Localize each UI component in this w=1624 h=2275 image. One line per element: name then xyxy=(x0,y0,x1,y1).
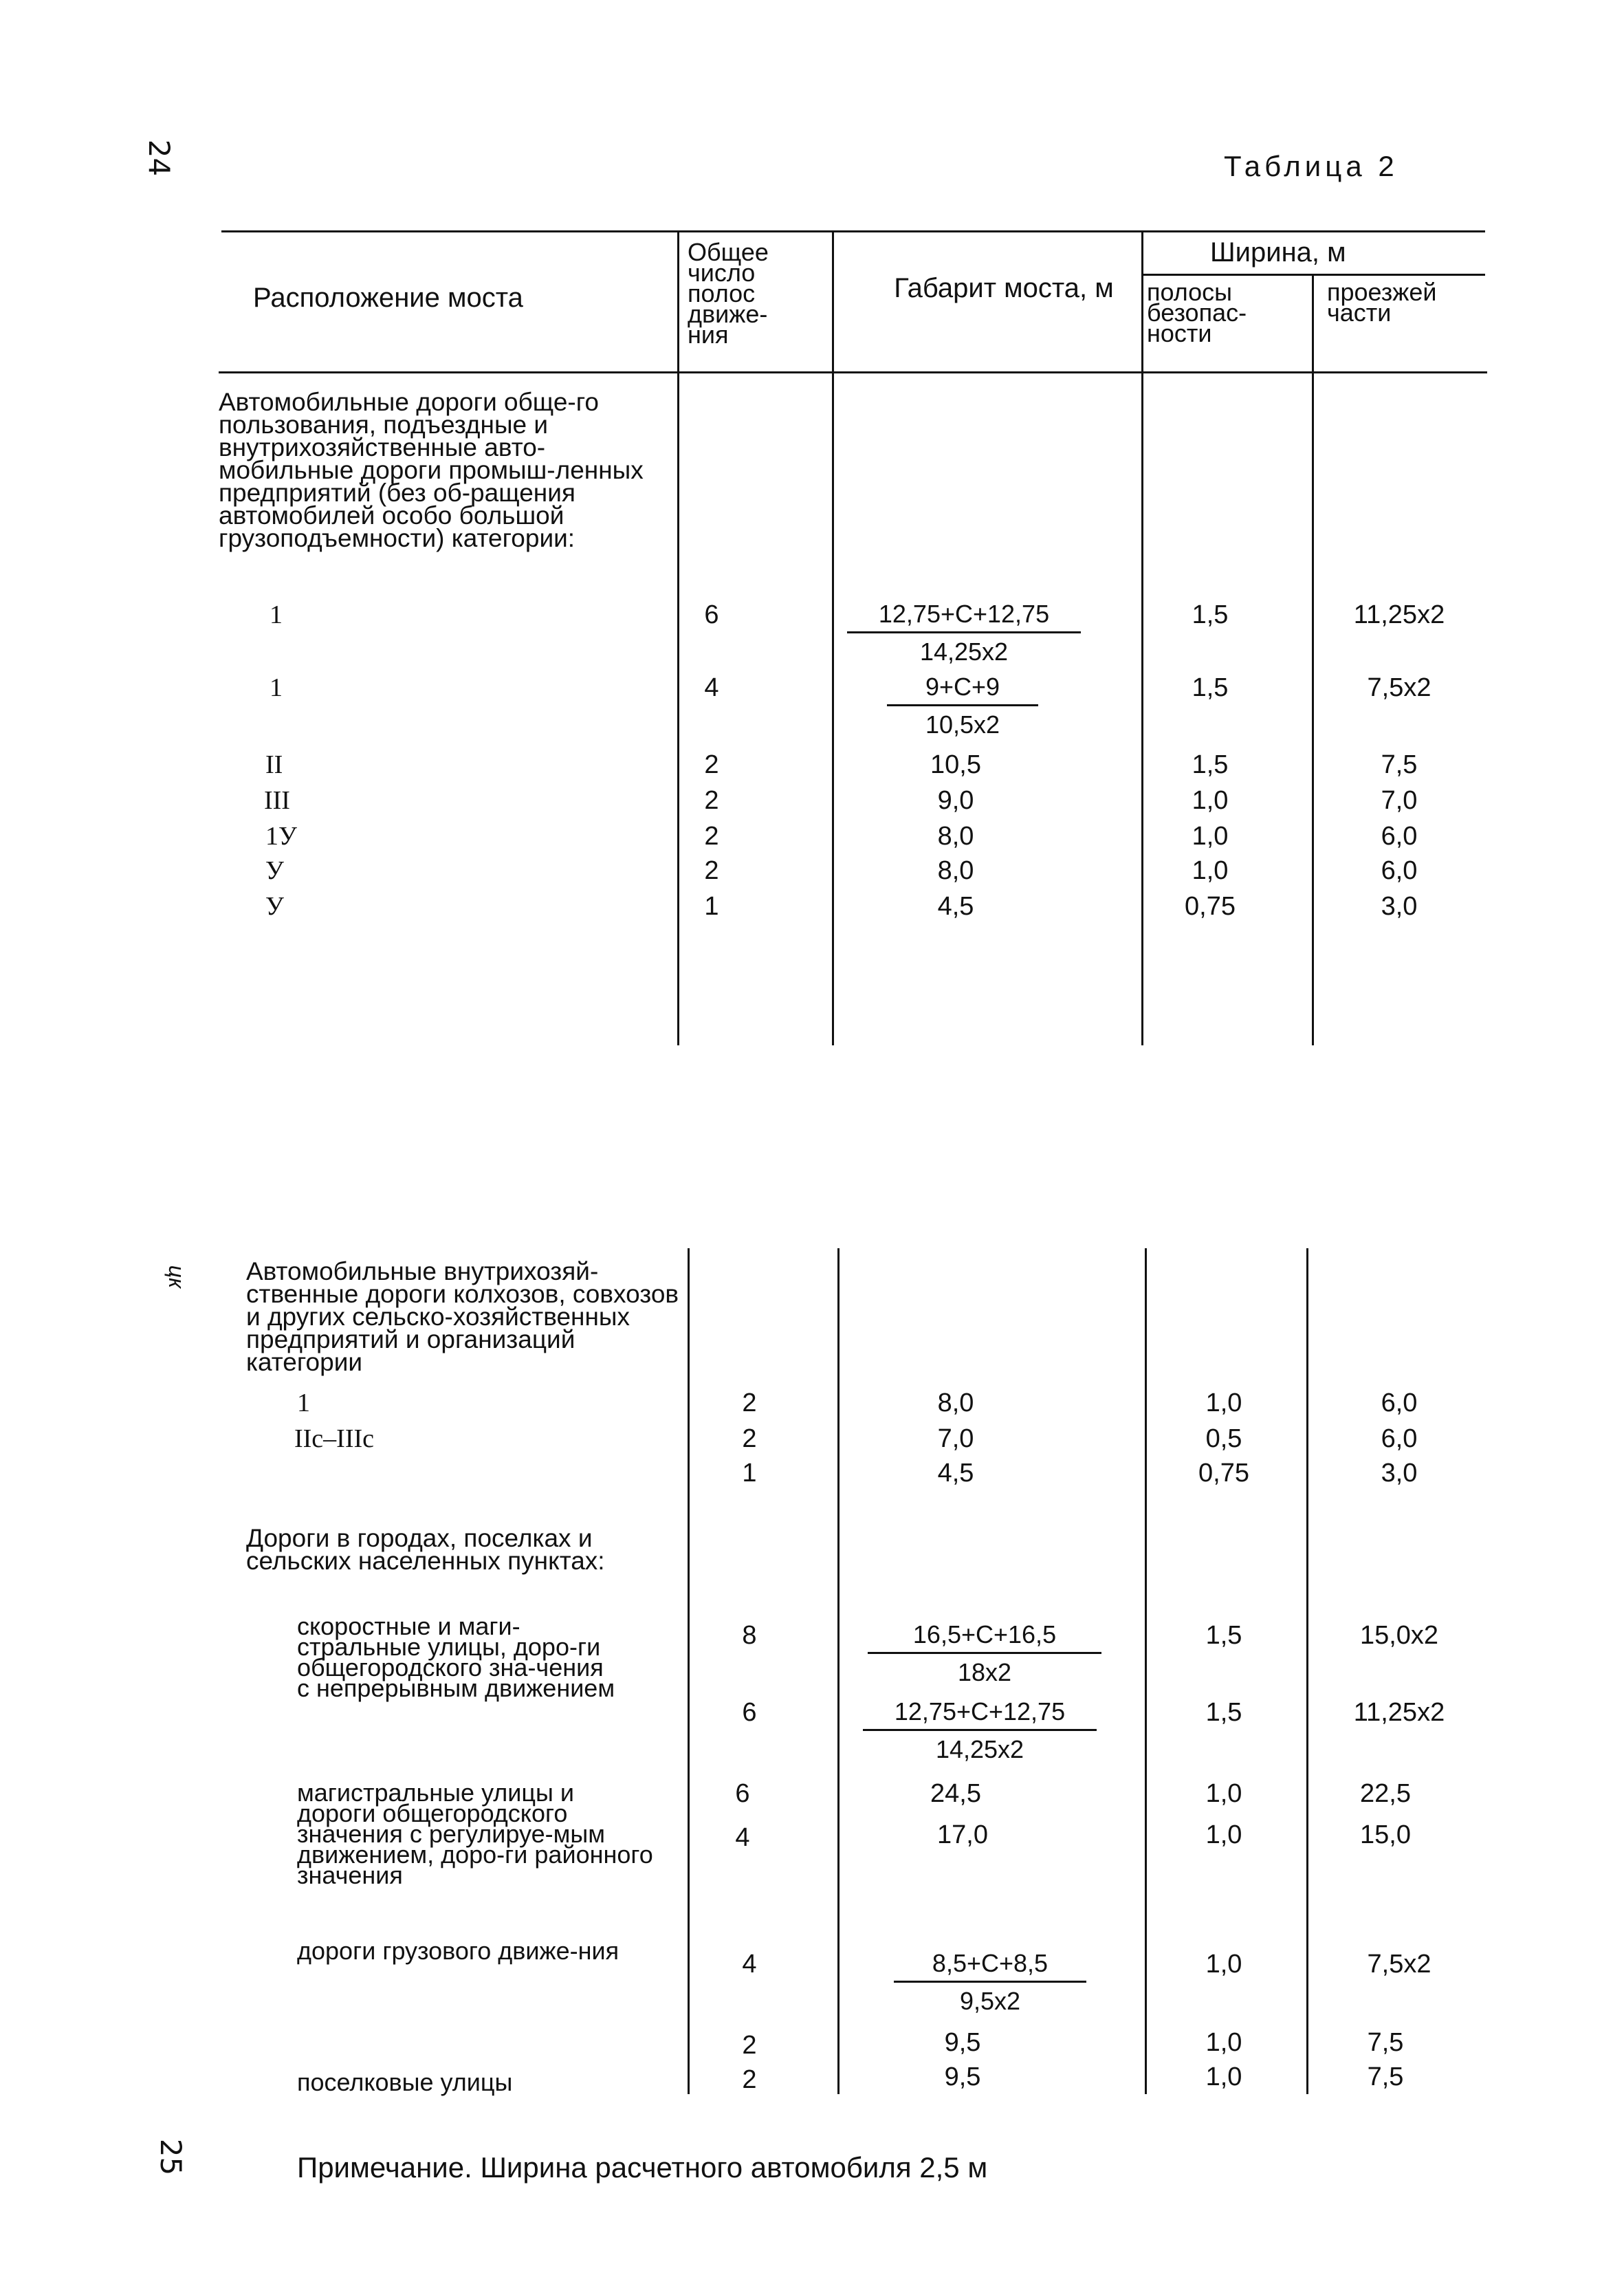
section3-sub3: дороги грузового движе-ния xyxy=(297,1937,619,1965)
s1-row1-gab-top: 12,75+С+12,75 xyxy=(847,600,1081,633)
margin-mark: цк xyxy=(164,1265,190,1289)
s3-sub2-row2-lanes: 4 xyxy=(735,1823,750,1852)
s3-sub1-row2-gabarit xyxy=(863,1697,1097,1764)
s3-sub3-row2-lanes: 2 xyxy=(742,2031,757,2060)
s3-sub1-row2-gab-bot: 14,25х2 xyxy=(935,1735,1024,1763)
table-top-rule xyxy=(221,230,1485,232)
s3-sub3-row1-gab-bot: 9,5х2 xyxy=(959,1987,1021,2015)
s1-row2-gab-top: 9+С+9 xyxy=(887,673,1038,706)
col-divider-3 xyxy=(1141,230,1143,1045)
s3-sub1-row1-lanes: 8 xyxy=(742,1621,757,1650)
s3-sub1-row1-gab-top: 16,5+С+16,5 xyxy=(868,1620,1101,1654)
s1-row4-lanes: 2 xyxy=(704,786,719,815)
section3-title: Дороги в городах, поселках и сельских населенных пунктах: xyxy=(246,1524,605,1575)
s3-sub3-row1-gab-top: 8,5+С+8,5 xyxy=(894,1949,1086,1983)
s3-sub3-row2-carriage: 7,5 xyxy=(1367,2028,1404,2057)
s1-row2-safety: 1,5 xyxy=(1192,673,1229,702)
header-safety: полосы безопас-ности xyxy=(1147,278,1247,347)
s3-sub4-row1-gabarit: 9,5 xyxy=(944,2062,981,2091)
col-divider-4 xyxy=(1312,274,1314,1045)
s3-sub4-row1-lanes: 2 xyxy=(742,2065,757,2094)
s1-row1-gabarit xyxy=(847,600,1081,666)
s3-sub2-row1-safety: 1,0 xyxy=(1205,1779,1242,1808)
s1-row4-safety: 1,0 xyxy=(1192,786,1229,815)
s1-row2-carriage: 7,5х2 xyxy=(1367,673,1431,702)
s1-row1-lanes: 6 xyxy=(704,600,719,629)
s1-row4-gabarit: 9,0 xyxy=(937,786,974,815)
s3-sub2-row2-carriage: 15,0 xyxy=(1360,1820,1411,1849)
s1-row7-cat: У xyxy=(265,892,284,921)
s3-sub4-row1-carriage: 7,5 xyxy=(1367,2062,1404,2091)
header-lanes: Общее число полос движе-ния xyxy=(688,238,769,349)
s3-sub2-row1-lanes: 6 xyxy=(735,1779,750,1808)
s3-sub3-row2-safety: 1,0 xyxy=(1205,2028,1242,2057)
s1-row6-carriage: 6,0 xyxy=(1381,856,1418,885)
page-number-bottom: 25 xyxy=(154,2138,188,2176)
s1-row6-safety: 1,0 xyxy=(1192,856,1229,885)
s2-row2-gabarit: 7,0 xyxy=(937,1424,974,1453)
s1-row1-carriage: 11,25х2 xyxy=(1353,600,1445,629)
s2-row3-carriage: 3,0 xyxy=(1381,1459,1418,1488)
s3-sub2-row2-gabarit: 17,0 xyxy=(937,1820,988,1849)
s3-sub1-row1-safety: 1,5 xyxy=(1205,1621,1242,1650)
s1-row7-gabarit: 4,5 xyxy=(937,892,974,921)
b-col-divider-2 xyxy=(837,1248,840,2094)
b-col-divider-1 xyxy=(688,1248,690,2094)
s1-row4-carriage: 7,0 xyxy=(1381,786,1418,815)
s2-row1-safety: 1,0 xyxy=(1205,1389,1242,1417)
s2-row1-lanes: 2 xyxy=(742,1389,757,1417)
s1-row1-safety: 1,5 xyxy=(1192,600,1229,629)
s2-row1-cat: 1 xyxy=(297,1389,310,1417)
s2-row2-safety: 0,5 xyxy=(1205,1424,1242,1453)
section3-sub1: скоростные и маги-стральные улицы, доро-ги общегородского зна-чения с непрерывным движением xyxy=(297,1612,615,1702)
header-width: Ширина, м xyxy=(1210,237,1346,268)
s3-sub2-row1-carriage: 22,5 xyxy=(1360,1779,1411,1808)
header-bottom-rule xyxy=(219,371,1487,373)
s3-sub1-row2-lanes: 6 xyxy=(742,1698,757,1727)
s2-row1-carriage: 6,0 xyxy=(1381,1389,1418,1417)
s3-sub1-row1-gabarit xyxy=(868,1620,1101,1687)
s1-row3-cat: II xyxy=(265,750,283,779)
s1-row7-safety: 0,75 xyxy=(1185,892,1236,921)
footnote: Примечание. Ширина расчетного автомобиля 2,5 м xyxy=(297,2151,988,2184)
s3-sub1-row2-gab-top: 12,75+С+12,75 xyxy=(863,1697,1097,1731)
s2-row2-lanes: 2 xyxy=(742,1424,757,1453)
col-divider-2 xyxy=(832,230,834,1045)
s1-row3-lanes: 2 xyxy=(704,750,719,779)
section3-sub2: магистральные улицы и дороги общегородского значения с регулируе-мым движением, доро-ги районного значения xyxy=(297,1778,653,1889)
s1-row6-cat: У xyxy=(265,856,284,885)
s1-row5-carriage: 6,0 xyxy=(1381,822,1418,851)
s1-row1-cat: 1 xyxy=(270,600,283,629)
s1-row4-cat: III xyxy=(264,786,290,815)
s3-sub1-row1-carriage: 15,0х2 xyxy=(1359,1621,1439,1650)
s1-row2-gab-bot: 10,5х2 xyxy=(925,710,1000,739)
s2-row3-lanes: 1 xyxy=(742,1459,757,1488)
s1-row5-lanes: 2 xyxy=(704,822,719,851)
s1-row3-safety: 1,5 xyxy=(1192,750,1229,779)
section3-sub4: поселковые улицы xyxy=(297,2068,513,2096)
s2-row2-carriage: 6,0 xyxy=(1381,1424,1418,1453)
s3-sub4-row1-safety: 1,0 xyxy=(1205,2062,1242,2091)
section1-title: Автомобильные дороги обще-го пользования, подъездные и внутрихозяйственные авто-мобильные дороги промыш-ленных предприятий (без об-ращения автомобилей особо большой грузоподъемности) категории: xyxy=(219,388,644,552)
s1-row1-gab-bot: 14,25х2 xyxy=(919,638,1009,666)
header-gabarit: Габарит моста, м xyxy=(894,273,1114,303)
b-col-divider-3 xyxy=(1145,1248,1147,2094)
header-carriageway: проезжей части xyxy=(1327,278,1437,327)
s3-sub1-row2-safety: 1,5 xyxy=(1205,1698,1242,1727)
s1-row6-gabarit: 8,0 xyxy=(937,856,974,885)
s1-row2-gabarit xyxy=(887,673,1038,739)
s1-row7-lanes: 1 xyxy=(704,892,719,921)
s1-row6-lanes: 2 xyxy=(704,856,719,885)
s2-row3-safety: 0,75 xyxy=(1198,1459,1249,1488)
s3-sub3-row1-safety: 1,0 xyxy=(1205,1950,1242,1979)
s3-sub3-row1-lanes: 4 xyxy=(742,1950,757,1979)
s1-row5-cat: 1У xyxy=(265,822,297,851)
s3-sub2-row2-safety: 1,0 xyxy=(1205,1820,1242,1849)
page-number-top: 24 xyxy=(142,139,177,177)
s1-row7-carriage: 3,0 xyxy=(1381,892,1418,921)
header-location: Расположение моста xyxy=(253,283,523,313)
s3-sub3-row2-gabarit: 9,5 xyxy=(944,2028,981,2057)
section2-title: Автомобильные внутрихозяй-ственные дороги колхозов, совхозов и других сельско-хозяйственных предприятий и организаций категории xyxy=(246,1257,679,1376)
s3-sub3-row1-gabarit xyxy=(894,1949,1086,2016)
col-divider-1 xyxy=(677,230,679,1045)
s1-row5-gabarit: 8,0 xyxy=(937,822,974,851)
table-title: Таблица 2 xyxy=(1224,150,1398,182)
s3-sub3-row1-carriage: 7,5х2 xyxy=(1367,1950,1431,1979)
s1-row5-safety: 1,0 xyxy=(1192,822,1229,851)
s1-row2-lanes: 4 xyxy=(704,673,719,702)
s3-sub1-row1-gab-bot: 18х2 xyxy=(957,1658,1012,1686)
s1-row3-gabarit: 10,5 xyxy=(930,750,981,779)
s1-row2-cat: 1 xyxy=(270,673,283,702)
s3-sub1-row2-carriage: 11,25х2 xyxy=(1353,1698,1445,1727)
s3-sub2-row1-gabarit: 24,5 xyxy=(930,1779,981,1808)
s2-row3-gabarit: 4,5 xyxy=(937,1459,974,1488)
s2-row1-gabarit: 8,0 xyxy=(937,1389,974,1417)
s2-row2-cat: IIс–IIIс xyxy=(294,1424,375,1453)
s1-row3-carriage: 7,5 xyxy=(1381,750,1418,779)
